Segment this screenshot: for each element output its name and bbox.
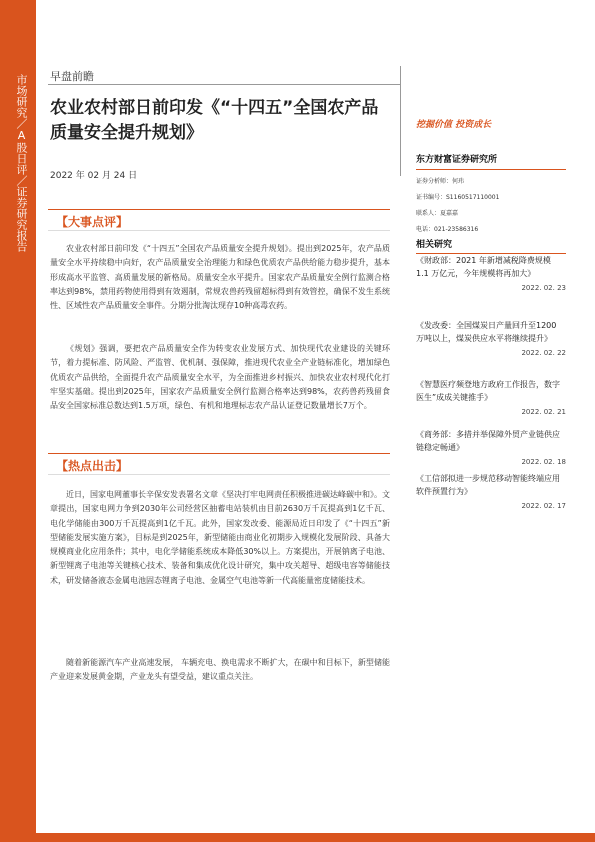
related-item-title: 《智慧医疗频登地方政府工作报告，数字医生”成成关键推手》 — [416, 380, 560, 402]
phone-line: 电话：021-23586316 — [416, 226, 479, 233]
related-item-title: 《发改委：全国煤炭日产量回升至1200 万吨以上，煤炭供应水平将继续提升》 — [416, 321, 557, 343]
related-item-title: 《商务部：多措并举保障外贸产业链供应链稳定畅通》 — [416, 430, 560, 452]
contact-line: 联系人：夏嘉嘉 — [416, 210, 459, 217]
related-item-title: 《财政部：2021 年新增减税降费规模 1.1 万亿元，今年规模将再加大》 — [416, 256, 551, 278]
related-item-date: 2022. 02. 18 — [521, 458, 566, 466]
page-title: 农业农村部日前印发《“十四五”全国农产品质量安全提升规划》 — [50, 98, 379, 143]
events-paragraph-2: 《规划》强调，要把农产品质量安全作为转变农业发展方式、加快现代农业建设的关键环节，着力提标准、防风险、严监管、优机制、强保障，推进现代农业全产业链标准化，增加绿色优质农产品供给，全面提升农产品质量安全水平，为全面推进乡村振兴、加快农业农村现代化打牢坚实基础。提出到2025年，国家农产品质量安全例行监测合格率达到98%，农药兽药残留食品安全国家标准总数达到1.5万项，绿色、有机和地理标志农产品认证登记数量增长7万个。 — [50, 344, 390, 411]
header-divider — [48, 84, 400, 85]
hotspot-paragraph-2: 随着新能源汽车产业高速发展， 车辆充电、换电需求不断扩大，在碳中和目标下，新型储能产业迎来发展黄金期，产业龙头有望受益，建议重点关注。 — [50, 658, 390, 682]
related-item[interactable] — [416, 378, 566, 416]
section-header-events — [48, 209, 390, 231]
analyst-line: 证券分析师：何玮 — [416, 178, 465, 185]
related-item[interactable] — [416, 428, 566, 466]
related-item[interactable] — [416, 254, 566, 292]
slogan: 挖掘价值 投资成长 — [416, 120, 492, 130]
report-date: 2022 年 02 月 24 日 — [50, 171, 138, 181]
events-paragraph-1: 农业农村部日前印发《“十四五”全国农产品质量安全提升规划》。提出到2025年，农产品质量安全水平持续稳中向好，农产品质量安全治理能力和绿色优质农产品供给能力稳步提升，基本形成高水平监管、高质量发展的新格局。质量安全水平提升。国家农产品质量安全例行监测合格率达到98%，禁用药物使用得到有效遏制，常规农兽药残留超标得到有效管控，确保不发生系统性、区域性农产品质量安全事件。分期分批淘汰现存10种高毒农药。 — [50, 244, 390, 311]
related-item-title: 《工信部拟进一步规范移动智能终端应用软件预置行为》 — [416, 474, 560, 496]
related-item-date: 2022. 02. 17 — [521, 502, 566, 510]
section-title-hotspot: 【热点出击】 — [56, 459, 129, 473]
header-vertical-divider — [400, 66, 401, 176]
section-header-hotspot — [48, 453, 390, 475]
research-institute-name: 东方财富证券研究所 — [416, 152, 566, 170]
certificate-line: 证书编号：S1160517110001 — [416, 194, 500, 201]
hotspot-paragraph-1: 近日，国家电网董事长辛保安发表署名文章《坚决打牢电网责任积极推进碳达峰碳中和》。文章提出，国家电网力争到2030年公司经营区抽蓄电站装机由目前2630万千瓦提高到1亿千瓦、电化学储能由300万千瓦提高到1亿千瓦。此外，国家发改委、能源局近日印发了《“十四五”新型储能发展实施方案》，目标是到2025年，新型储能由商业化初期步入规模化发展阶段、具备大规模商业化应用条件；其中，电化学储能系统成本降低30%以上。方案提出，开展钠离子电池、新型锂离子电池等关键核心技术、装备和集成优化设计研究，集中攻关超导、超级电容等储能技术，研发储备液态金属电池固态锂离子电池、金属空气电池等新一代高能量密度储能技术。 — [50, 490, 390, 585]
related-item[interactable] — [416, 319, 566, 357]
related-item-date: 2022. 02. 23 — [521, 284, 566, 292]
left-sidebar-band — [0, 0, 36, 842]
header-label: 早盘前瞻 — [50, 70, 94, 83]
bottom-accent-bar — [0, 833, 595, 842]
sidebar-label: 市场研究／A股日评／证券研究报告 — [15, 74, 28, 252]
related-item[interactable] — [416, 472, 566, 510]
related-item-date: 2022. 02. 21 — [521, 408, 566, 416]
related-research-title: 相关研究 — [416, 237, 566, 254]
related-item-date: 2022. 02. 22 — [521, 349, 566, 357]
section-title-events: 【大事点评】 — [56, 215, 129, 229]
